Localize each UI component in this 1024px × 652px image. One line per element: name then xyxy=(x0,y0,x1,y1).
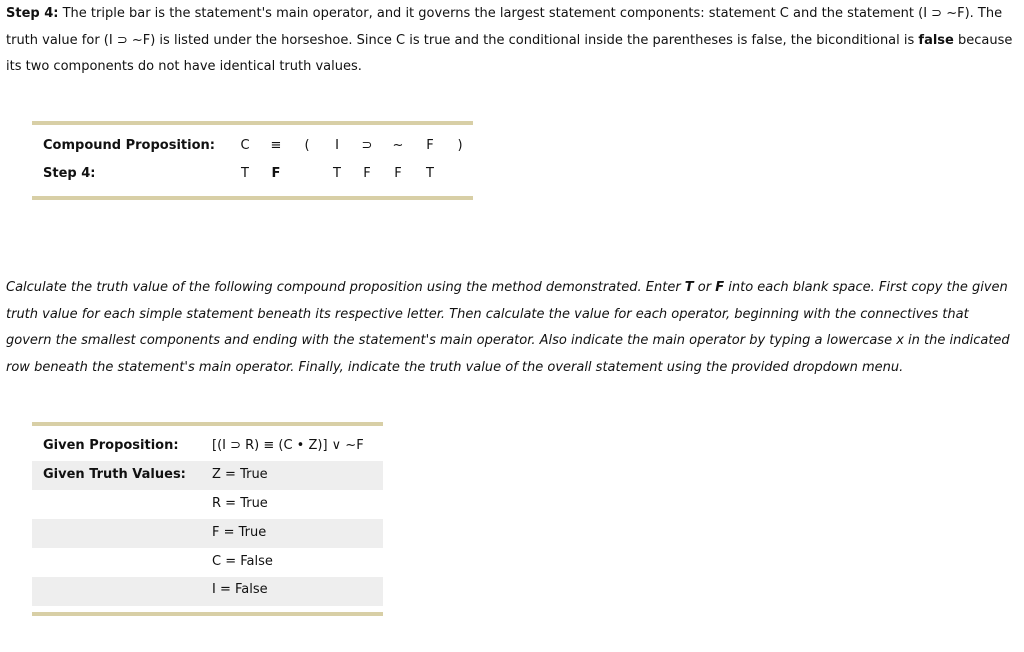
proposition-symbol: F xyxy=(426,138,434,153)
stripe xyxy=(32,577,383,606)
truth-value: I = False xyxy=(212,582,268,597)
table-top-rule xyxy=(32,121,473,125)
step4-value: F xyxy=(363,166,371,181)
instructions-F: F xyxy=(715,280,725,295)
step4-value: T xyxy=(241,166,249,181)
step4-value: T xyxy=(333,166,341,181)
step-text: The triple bar is the statement's main operator, and it governs the largest statement components: statement C and the statement (I ⊃ ~F). The truth value for (I ⊃ ~F) is listed under the horseshoe. Since C is true and the conditional inside the parentheses is false, the biconditional is xyxy=(6,6,1003,48)
step4-row-label: Step 4: xyxy=(43,166,96,181)
given-table-top-rule xyxy=(32,422,383,426)
truth-value: C = False xyxy=(212,554,273,569)
truth-value: F = True xyxy=(212,525,267,540)
step-bold-word: false xyxy=(918,32,954,48)
step-label: Step 4: xyxy=(6,6,59,21)
step4-explanation xyxy=(6,1,1016,81)
step4-value: T xyxy=(426,166,434,181)
instructions-T: T xyxy=(684,280,694,295)
proposition-symbol: ( xyxy=(304,138,310,153)
given-proposition: [(I ⊃ R) ≡ (C • Z)] ∨ ~F xyxy=(212,438,364,453)
compound-proposition-label: Compound Proposition: xyxy=(43,138,215,153)
instructions-or: or xyxy=(693,280,716,295)
step-text-end: because its two components do not have identical truth values. xyxy=(6,32,1013,74)
stripe xyxy=(32,519,383,548)
proposition-symbol: I xyxy=(335,138,339,153)
proposition-symbol: ~ xyxy=(392,138,404,153)
proposition-symbol: C xyxy=(240,138,250,153)
given-table-bottom-rule xyxy=(32,612,383,616)
instructions xyxy=(6,275,1016,381)
proposition-symbol: ≡ xyxy=(270,138,282,153)
table-bottom-rule xyxy=(32,196,473,200)
proposition-symbol: ) xyxy=(457,138,463,153)
step4-value: F xyxy=(271,166,281,181)
instructions-text: Calculate the truth value of the following compound proposition using the method demonstrated. Enter xyxy=(6,280,685,295)
given-proposition-label: Given Proposition: xyxy=(43,438,179,453)
truth-value: R = True xyxy=(212,496,268,511)
given-truth-values-label: Given Truth Values: xyxy=(43,467,186,482)
instructions-text-end: into each blank space. First copy the given truth value for each simple statement beneath its respective letter. Then calculate the value for each operator, beginning with the connectives that govern the smallest components and ending with the statement's main operator. Also indicate the main operator by typing a lowercase x in the indicated row beneath the statement's main operator. Finally, indicate the truth value of the overall statement using the provided dropdown menu. xyxy=(6,280,1010,375)
truth-value: Z = True xyxy=(212,467,268,482)
proposition-symbol: ⊃ xyxy=(361,138,373,153)
step4-value: F xyxy=(394,166,402,181)
